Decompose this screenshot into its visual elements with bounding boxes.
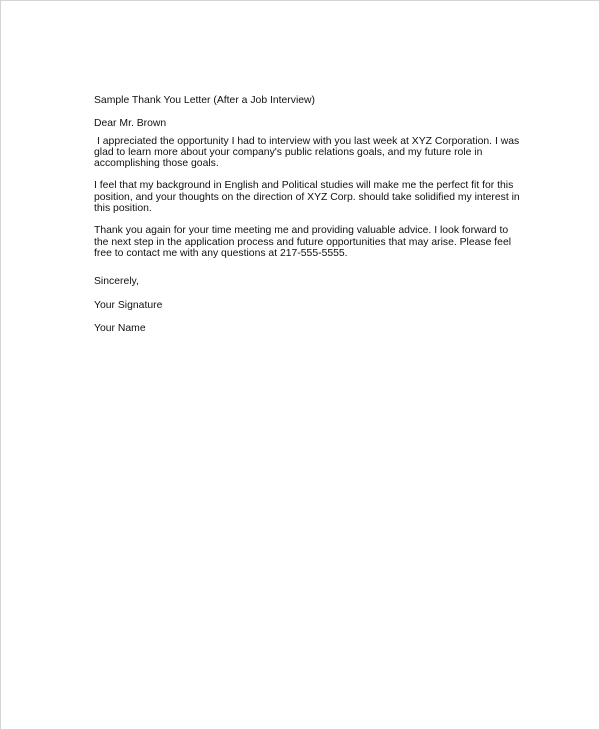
paragraph-1: I appreciated the opportunity I had to interview with you last week at XYZ Corporation. I was glad to learn more about your company's public relations goals, and my future role in accomplishing those goals.: [94, 135, 520, 170]
paragraph-2: I feel that my background in English and Political studies will make me the perfect fit for this position, and your thoughts on the direction of XYZ Corp. should take solidified my interest in this position.: [94, 180, 520, 215]
letter-closing: Sincerely,: [94, 276, 139, 288]
letter-greeting: Dear Mr. Brown: [94, 118, 167, 130]
letter-body: [94, 95, 524, 334]
letter-name: Your Name: [94, 322, 146, 334]
letter-title: Sample Thank You Letter (After a Job Interview): [94, 95, 316, 106]
paragraph-3: Thank you again for your time meeting me and providing valuable advice. I look forward to the next step in the application process and future opportunities that may arise. Please feel free to contact me with any questions at 217-555-5555.: [94, 225, 512, 259]
letter-signature: Your Signature: [94, 299, 163, 311]
